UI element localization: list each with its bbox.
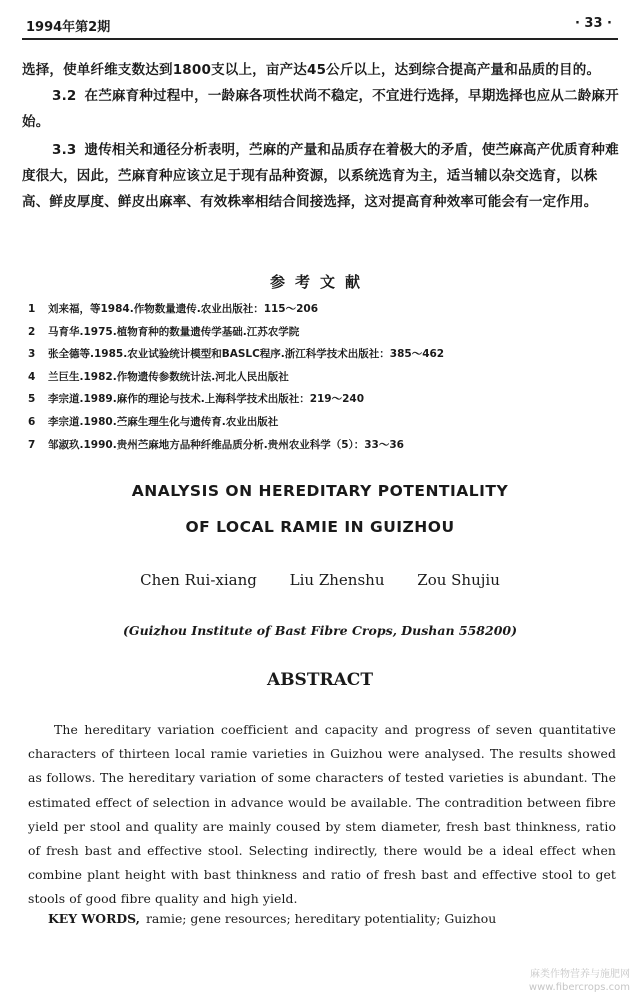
reference-text: 李宗道.1980.苎麻生理生化与遗传育.农业出版社 [48, 415, 279, 428]
conclusion-number: 3.3 [52, 142, 77, 158]
reference-item [28, 343, 618, 366]
site-watermark [470, 968, 630, 994]
keywords-text: ramie; gene resources; hereditary potentiality; Guizhou [145, 911, 497, 926]
conclusion-3-2 [22, 83, 622, 135]
reference-item [28, 298, 618, 321]
author-name: Zou Shujiu [417, 571, 500, 589]
reference-number: 1 [28, 303, 36, 315]
issue-label: 1994年第2期 [26, 20, 111, 35]
keywords-line [48, 911, 628, 926]
english-title-line1: ANALYSIS ON HEREDITARY POTENTIALITY [131, 482, 509, 500]
reference-text: 张全德等.1985.农业试验统计模型和BASLC程序.浙江科学技术出版社：385～462 [48, 348, 445, 361]
keywords-label: KEY WORDS, [48, 911, 140, 926]
reference-item [28, 366, 618, 389]
author-name: Liu Zhenshu [289, 571, 385, 589]
page-number: · 33 · [574, 16, 612, 31]
abstract-body: The hereditary variation coefficient and capacity and progress of seven quantitative characters of thirteen local ramie varieties in Guizhou were analysed. The results showed as follows. The hereditary variation of some characters of tested varieties is abundant. The estimated effect of selection in advance would be available. The contradition between fibre yield per stool and quality are mainly coused by stem diameter, fresh bast thinkness, ratio of fresh bast and effective stool. Selecting indirectly, there would be a ideal effect when combine plant height with bast thinkness and ratio of fresh bast and effective stool to get stools of good fibre quality and high yield. [28, 722, 616, 907]
reference-item [28, 434, 618, 457]
english-title-line2: OF LOCAL RAMIE IN GUIZHOU [185, 518, 455, 536]
watermark-line: 麻类作物营养与施肥网 [530, 969, 630, 980]
conclusion-text: 在苎麻育种过程中，一龄麻各项性状尚不稳定，不宜进行选择，早期选择也应从二龄麻开始。 [22, 88, 619, 130]
conclusion-number: 3.2 [52, 88, 77, 104]
reference-text: 李宗道.1989.麻作的理论与技术.上海科学技术出版社：219～240 [48, 393, 365, 406]
reference-number: 2 [28, 325, 36, 338]
page-header [22, 12, 618, 40]
references-list [28, 298, 618, 456]
author-name: Chen Rui-xiang [140, 571, 257, 589]
reference-item [28, 388, 618, 411]
conclusion-3-3 [22, 137, 622, 215]
reference-number: 3 [28, 348, 36, 361]
reference-text: 兰巨生.1982.作物遗传参数统计法.河北人民出版社 [48, 370, 289, 383]
reference-number: 5 [28, 393, 36, 406]
reference-number: 4 [28, 370, 36, 383]
reference-number: 7 [28, 438, 36, 451]
reference-text: 马育华.1975.植物育种的数量遗传学基础.江苏农学院 [48, 325, 300, 338]
abstract-heading: ABSTRACT [267, 670, 373, 690]
reference-text: 邹淑玖.1990.贵州苎麻地方品种纤维品质分析.贵州农业科学（5）：33～36 [48, 438, 404, 451]
watermark-line: www.fibercrops.com [528, 982, 630, 993]
reference-number: 6 [28, 415, 36, 428]
affiliation: (Guizhou Institute of Bast Fibre Crops, Dushan 558200) [122, 623, 518, 638]
intro-paragraph [22, 57, 622, 83]
references-title: 参考文献 [269, 273, 370, 291]
reference-text: 刘来福，等1984.作物数量遗传.农业出版社：115～206 [48, 303, 319, 315]
reference-item [28, 321, 618, 344]
author-list [0, 571, 640, 589]
intro-text: 选择，使单纤维支数达到1800支以上，亩产达45公斤以上，达到综合提高产量和品质的目的。 [22, 62, 601, 78]
conclusion-text: 遗传相关和通径分析表明，苎麻的产量和品质存在着极大的矛盾，使苎麻高产优质育种难度很大，因此，苎麻育种应该立足于现有品种资源，以系统选育为主，适当辅以杂交选育，以株高、鲜皮厚度、鲜皮出麻率、有效株率相结合间接选择，这对提高育种效率可能会有一定作用。 [22, 142, 619, 210]
reference-item [28, 411, 618, 434]
